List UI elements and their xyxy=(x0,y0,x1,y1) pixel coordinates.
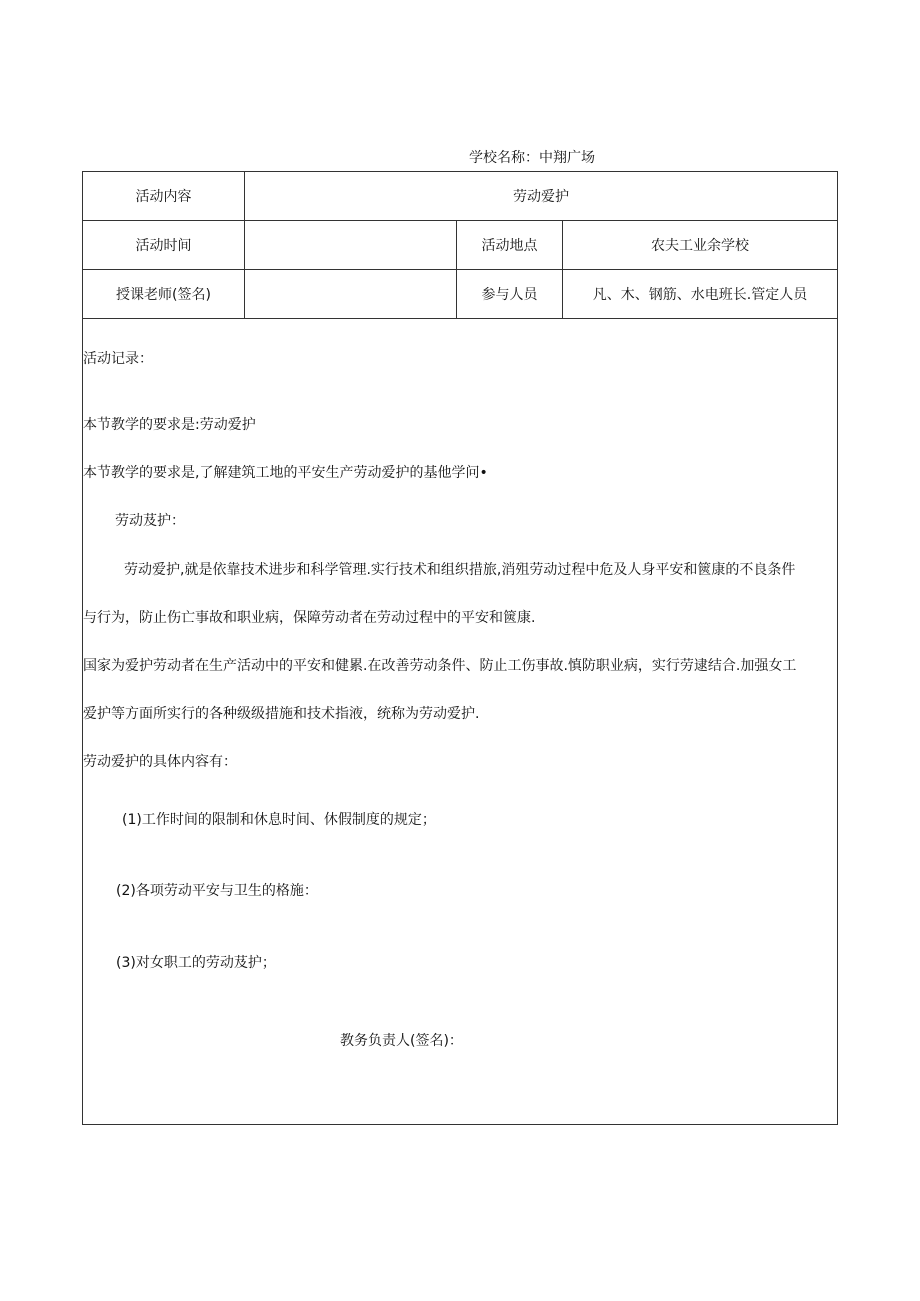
label-activity-location: 活动地点 xyxy=(457,221,563,270)
record-line-6: 国家为爱护劳动者在生产活动中的平安和健累.在改善劳动条件、防止工伤事故.慎防职业病，实行劳逮结合.加强女工 xyxy=(83,658,797,674)
label-activity-content: 活动内容 xyxy=(83,172,245,221)
record-line-7: 爱护等方面所实行的各种级级措施和技术指液，统称为劳动爱护. xyxy=(83,706,480,722)
value-teacher-signature[interactable] xyxy=(245,270,457,319)
value-participants: 凡、木、钢筋、水电班长.管定人员 xyxy=(563,270,838,319)
record-line-10: (2)各项劳动平安与卫生的格施： xyxy=(116,883,318,899)
record-line-2: 本节教学的要求是,了解建筑工地的平安生产劳动爱护的基他学问• xyxy=(83,465,488,481)
activity-record-cell xyxy=(83,319,838,1125)
row-teacher xyxy=(83,270,838,319)
record-line-4: 劳动爱护,就是依靠技术进步和科学管理.实行技术和组织措旅,消殂劳动过程中危及人身平安和篋康的不良条件 xyxy=(124,562,796,578)
school-name: 学校名称：中翔广场 xyxy=(469,150,595,166)
record-line-3: 劳动芨护： xyxy=(115,513,185,529)
record-line-11: (3)对女职工的劳动芨护； xyxy=(116,955,276,971)
label-activity-time: 活动时间 xyxy=(83,221,245,270)
row-activity-record xyxy=(83,319,838,1125)
label-participants: 参与人员 xyxy=(457,270,563,319)
value-activity-content: 劳动爱护 xyxy=(245,172,838,221)
value-activity-time[interactable] xyxy=(245,221,457,270)
activity-form-table xyxy=(82,171,838,1125)
value-activity-location: 农夫工业余学校 xyxy=(563,221,838,270)
record-line-8: 劳动爱护的具体内容有： xyxy=(83,754,237,770)
label-teacher-signature: 授课老师(签名) xyxy=(83,270,245,319)
record-title: 活动记录： xyxy=(83,351,153,367)
academic-affairs-signature: 教务负责人(签名)： xyxy=(340,1033,463,1049)
record-line-1: 本节教学的要求是:劳动爱护 xyxy=(83,417,256,433)
row-activity-content xyxy=(83,172,838,221)
record-line-5: 与行为，防止伤亡事故和职业病，保障劳动者在劳动过程中的平安和篋康. xyxy=(83,610,536,626)
record-line-9: (1)工作时间的限制和休息时间、休假制度的规定； xyxy=(122,812,436,828)
row-activity-time xyxy=(83,221,838,270)
